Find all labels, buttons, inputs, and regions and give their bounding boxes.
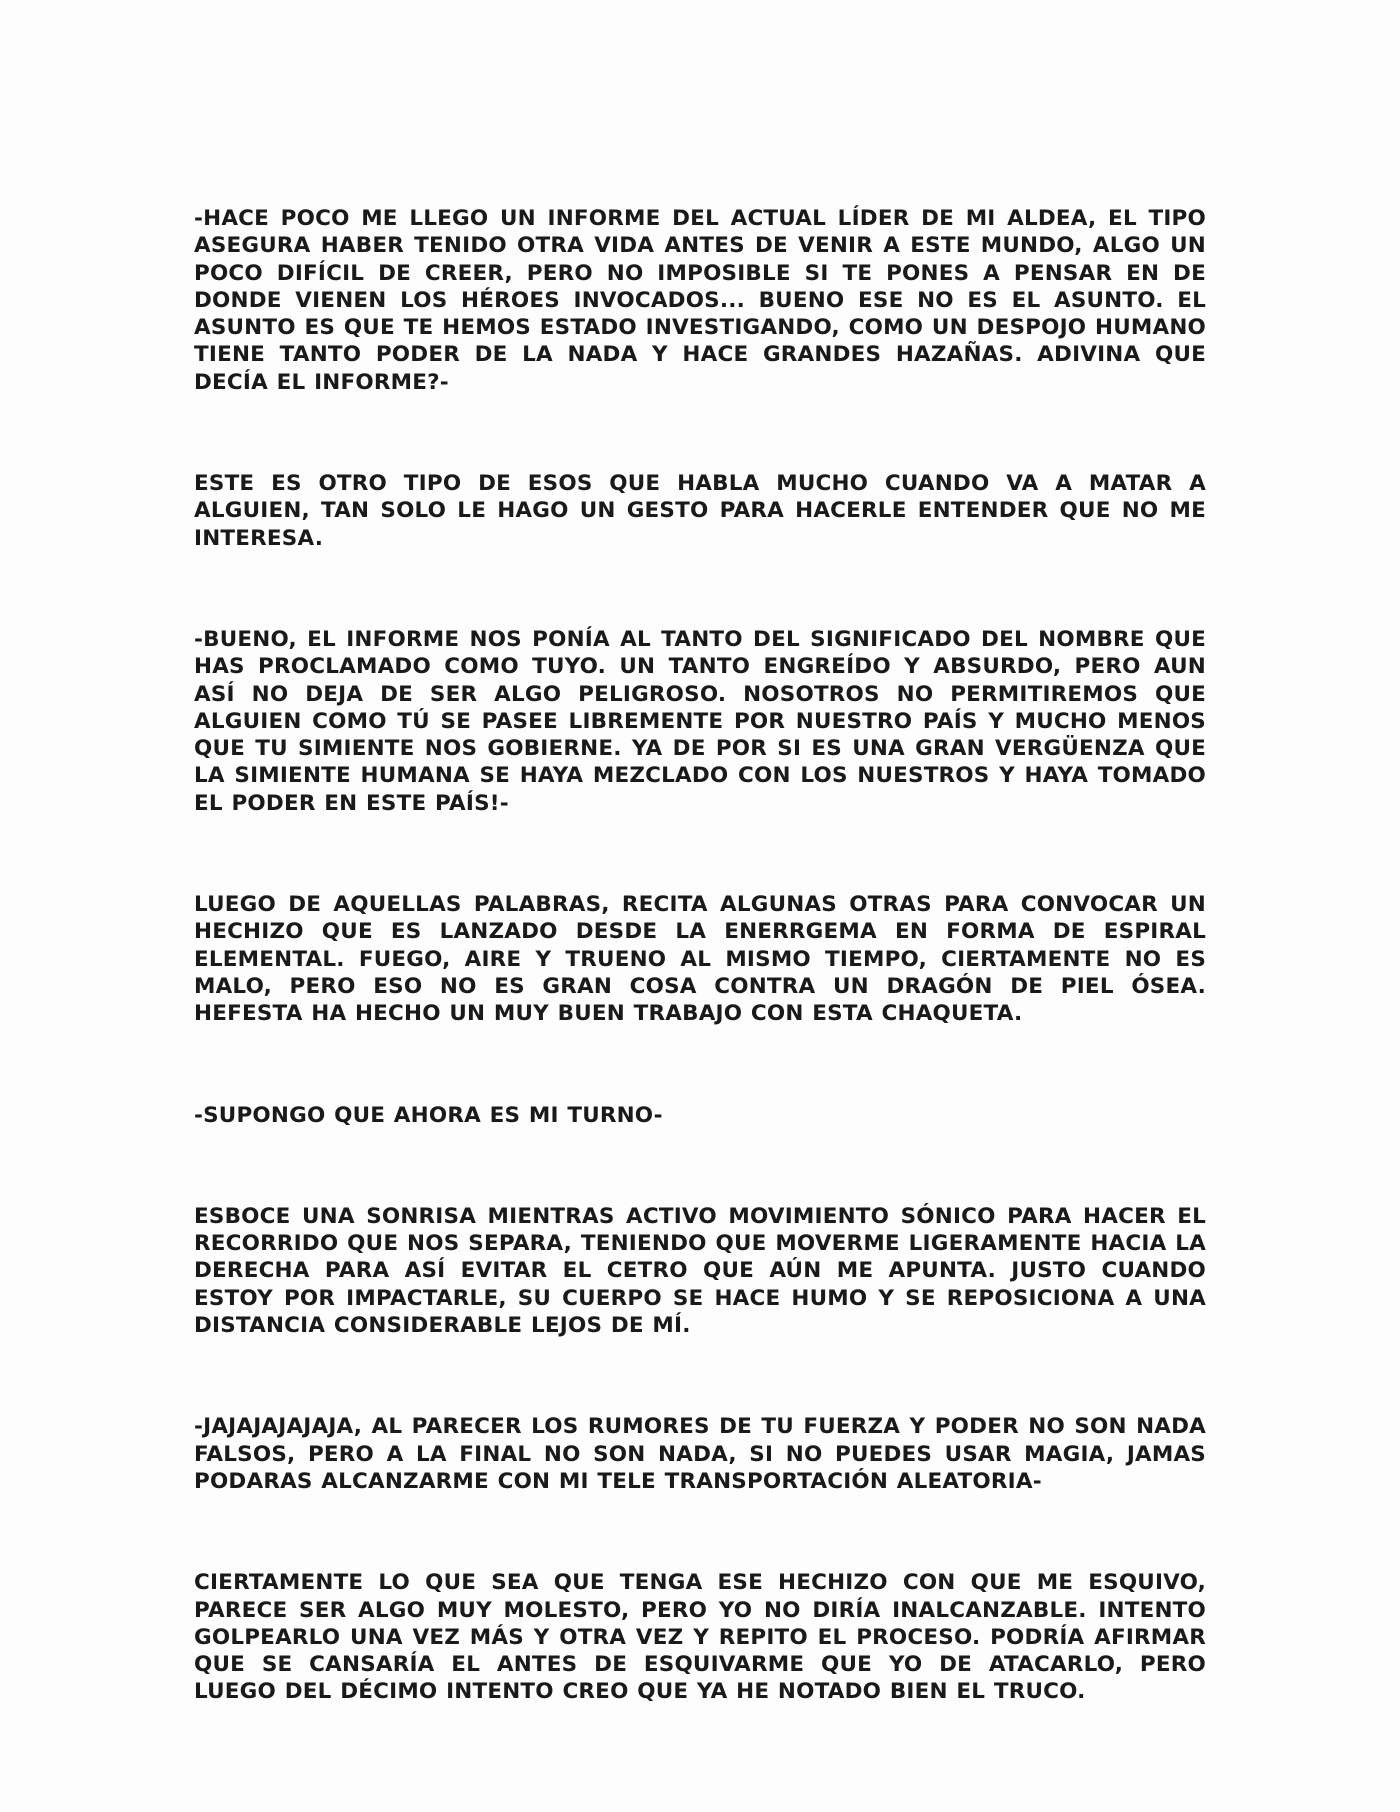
paragraph-8: CIERTAMENTE LO QUE SEA QUE TENGA ESE HECHIZO CON QUE ME ESQUIVO, PARECE SER ALGO MUY MOLESTO, PERO YO NO DIRÍA INALCANZABLE. INTENTO GOLPEARLO UNA VEZ MÁS Y OTRA VEZ Y REPITO EL PROCESO. PODRÍA AFIRMAR QUE SE CANSARÍA EL ANTES DE ESQUIVARME QUE YO DE ATACARLO, PERO LUEGO DEL DÉCIMO INTENTO CREO QUE YA HE NOTADO BIEN EL TRUCO.	[194, 1570, 1206, 1705]
paragraph-4: LUEGO DE AQUELLAS PALABRAS, RECITA ALGUNAS OTRAS PARA CONVOCAR UN HECHIZO QUE ES LANZADO DESDE LA ENERRGEMA EN FORMA DE ESPIRAL ELEMENTAL. FUEGO, AIRE Y TRUENO AL MISMO TIEMPO, CIERTAMENTE NO ES MALO, PERO ESO NO ES GRAN COSA CONTRA UN DRAGÓN DE PIEL ÓSEA. HEFESTA HA HECHO UN MUY BUEN TRABAJO CON ESTA CHAQUETA.	[194, 892, 1206, 1027]
paragraph-3: -BUENO, EL INFORME NOS PONÍA AL TANTO DEL SIGNIFICADO DEL NOMBRE QUE HAS PROCLAMADO COMO TUYO. UN TANTO ENGREÍDO Y ABSURDO, PERO AUN ASÍ NO DEJA DE SER ALGO PELIGROSO. NOSOTROS NO PERMITIREMOS QUE ALGUIEN COMO TÚ SE PASEE LIBREMENTE POR NUESTRO PAÍS Y MUCHO MENOS QUE TU SIMIENTE NOS GOBIERNE. YA DE POR SI ES UNA GRAN VERGÜENZA QUE LA SIMIENTE HUMANA SE HAYA MEZCLADO CON LOS NUESTROS Y HAYA TOMADO EL PODER EN ESTE PAÍS!-	[194, 626, 1206, 816]
paragraph-6: ESBOCE UNA SONRISA MIENTRAS ACTIVO MOVIMIENTO SÓNICO PARA HACER EL RECORRIDO QUE NOS SEPARA, TENIENDO QUE MOVERME LIGERAMENTE HACIA LA DERECHA PARA ASÍ EVITAR EL CETRO QUE AÚN ME APUNTA. JUSTO CUANDO ESTOY POR IMPACTARLE, SU CUERPO SE HACE HUMO Y SE REPOSICIONA A UNA DISTANCIA CONSIDERABLE LEJOS DE MÍ.	[194, 1203, 1206, 1339]
paragraph-2: ESTE ES OTRO TIPO DE ESOS QUE HABLA MUCHO CUANDO VA A MATAR A ALGUIEN, TAN SOLO LE HAGO UN GESTO PARA HACERLE ENTENDER QUE NO ME INTERESA.	[194, 471, 1206, 551]
paragraph-1: -HACE POCO ME LLEGO UN INFORME DEL ACTUAL LÍDER DE MI ALDEA, EL TIPO ASEGURA HABER TENIDO OTRA VIDA ANTES DE VENIR A ESTE MUNDO, ALGO UN POCO DIFÍCIL DE CREER, PERO NO IMPOSIBLE SI TE PONES A PENSAR EN DE DONDE VIENEN LOS HÉROES INVOCADOS... BUENO ESE NO ES EL ASUNTO. EL ASUNTO ES QUE TE HEMOS ESTADO INVESTIGANDO, COMO UN DESPOJO HUMANO TIENE TANTO PODER DE LA NADA Y HACE GRANDES HAZAÑAS. ADIVINA QUE DECÍA EL INFORME?-	[194, 206, 1206, 395]
paragraph-7: -JAJAJAJAJAJA, AL PARECER LOS RUMORES DE TU FUERZA Y PODER NO SON NADA FALSOS, PERO A LA FINAL NO SON NADA, SI NO PUEDES USAR MAGIA, JAMAS PODARAS ALCANZARME CON MI TELE TRANSPORTACIÓN ALEATORIA-	[194, 1414, 1206, 1494]
paragraph-5: -SUPONGO QUE AHORA ES MI TURNO-	[194, 1102, 663, 1128]
text-column	[194, 205, 1206, 1706]
